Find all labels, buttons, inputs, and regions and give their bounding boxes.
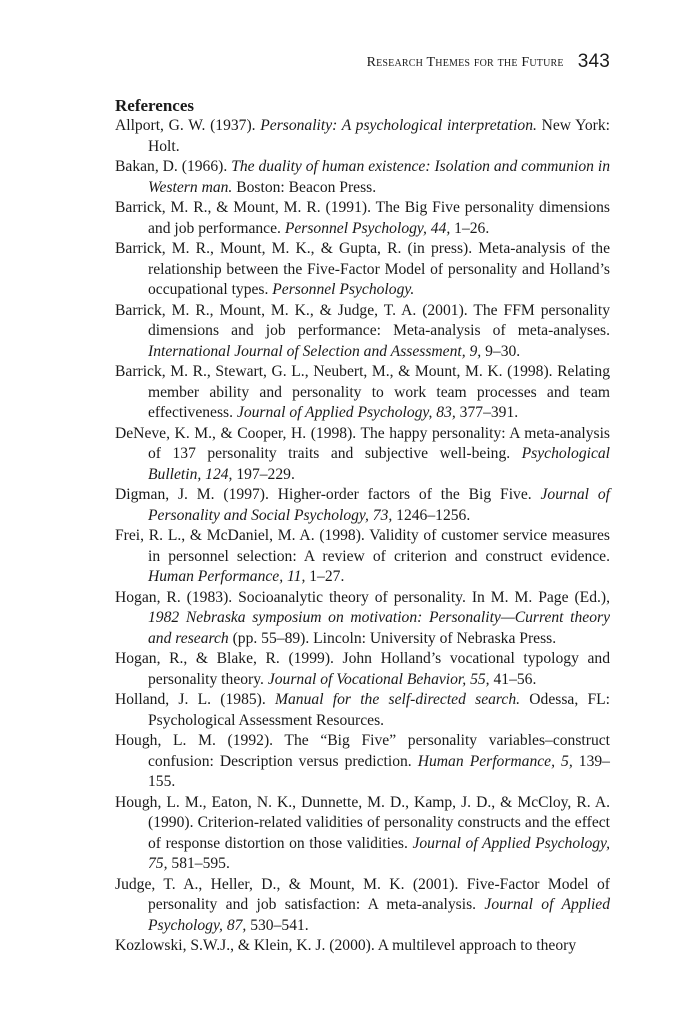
reference-text: Judge, T. A., Heller, D., & Mount, M. K. (2001). Five-Factor Model of personality and job satisfaction: A meta-analysis. <box>115 875 610 913</box>
reference-tail: 197–229. <box>232 465 295 483</box>
reference-tail: 1–27. <box>305 568 345 585</box>
reference-text: Barrick, M. R., & Mount, M. R. (1991). The Big Five personality dimensions and job performance. <box>115 199 610 237</box>
reference-text: Kozlowski, S.W.J., & Klein, K. J. (2000). A multilevel approach to theory <box>115 937 577 954</box>
reference-entry <box>115 649 610 690</box>
reference-title: Manual for the self-directed search. <box>275 691 521 708</box>
reference-title: International Journal of Selection and Assessment, 9, <box>148 342 482 360</box>
reference-text: Hogan, R. (1983). Socioanalytic theory of personality. In M. M. Page (Ed.), <box>115 588 610 606</box>
reference-entry <box>115 936 610 957</box>
reference-tail: Boston: Beacon Press. <box>232 178 377 196</box>
reference-title: 1982 Nebraska symposium on motivation: Personality—Current theory and research <box>148 609 610 647</box>
reference-tail: 41–56. <box>489 670 537 688</box>
reference-text: Barrick, M. R., Stewart, G. L., Neubert, M., & Mount, M. K. (1998). Relating member ability and personality to work team processes and team effectiveness. <box>115 363 610 421</box>
reference-title: Journal of Applied Psychology, 75, <box>148 834 610 872</box>
reference-tail: 9–30. <box>481 342 521 360</box>
reference-entry <box>115 198 610 239</box>
reference-text: Barrick, M. R., Mount, M. K., & Judge, T. A. (2001). The FFM personality dimensions and job performance: Meta-analysis of meta-analyses. <box>115 301 610 339</box>
reference-title: Journal of Personality and Social Psychology, 73, <box>148 486 610 524</box>
reference-entry <box>115 875 610 937</box>
running-head <box>114 52 610 73</box>
reference-entry <box>115 690 610 731</box>
reference-entry <box>115 362 610 424</box>
reference-title: Human Performance, 11, <box>148 568 306 585</box>
reference-title: Personnel Psychology. <box>272 281 415 298</box>
reference-entry <box>115 239 610 301</box>
reference-tail: 377–391. <box>455 404 519 421</box>
reference-text: Hough, L. M., Eaton, N. K., Dunnette, M. D., Kamp, J. D., & McCloy, R. A. (1990). Criterion-related validities of personality constructs and the effect of response distortion on those validities. <box>115 793 610 852</box>
reference-text: Hogan, R., & Blake, R. (1999). John Holland’s vocational typology and personality theory. <box>115 650 610 688</box>
reference-entry <box>115 731 610 793</box>
reference-title: The duality of human existence: Isolation and communion in Western man. <box>148 158 611 196</box>
reference-entry <box>115 424 610 486</box>
reference-tail: 1–26. <box>450 219 490 237</box>
reference-text: Holland, J. L. (1985). <box>115 691 276 708</box>
reference-entry <box>115 485 610 526</box>
reference-title: Journal of Applied Psychology, 83, <box>236 404 456 421</box>
reference-title: Journal of Applied Psychology, 87, <box>148 896 610 934</box>
reference-entry <box>115 793 610 875</box>
reference-entry <box>115 526 610 588</box>
reference-list <box>115 116 610 957</box>
reference-tail: (pp. 55–89). Lincoln: University of Nebraska Press. <box>228 629 557 647</box>
reference-title: Psychological Bulletin, 124, <box>148 445 610 483</box>
section-heading: References <box>115 96 194 115</box>
reference-text: Barrick, M. R., Mount, M. K., & Gupta, R. (in press). Meta-analysis of the relationship between the Five-Factor Model of personality and Holland’s occupational types. <box>115 240 610 298</box>
reference-title: Human Performance, 5, <box>417 752 573 770</box>
reference-title: Journal of Vocational Behavior, 55, <box>267 670 490 688</box>
reference-entry <box>115 157 610 198</box>
running-title: Research Themes for the Future <box>366 55 564 70</box>
reference-text: Bakan, D. (1966). <box>115 158 232 175</box>
reference-entry <box>115 116 610 157</box>
reference-tail: 1246–1256. <box>392 506 471 524</box>
reference-tail: 581–595. <box>167 855 230 872</box>
page-number: 343 <box>577 51 610 72</box>
reference-entry <box>115 588 610 650</box>
reference-tail: 139–155. <box>148 752 610 790</box>
reference-text: Digman, J. M. (1997). Higher-order factors of the Big Five. <box>115 486 541 503</box>
reference-title: Personnel Psychology, 44, <box>284 219 451 237</box>
reference-title: Personality: A psychological interpretation. <box>260 117 537 134</box>
reference-text: Hough, L. M. (1992). The “Big Five” personality variables–construct confusion: Description versus prediction. <box>115 732 610 770</box>
reference-text: Allport, G. W. (1937). <box>115 117 261 134</box>
reference-tail: New York: Holt. <box>148 117 611 155</box>
reference-entry <box>115 301 610 363</box>
reference-tail: 530–541. <box>246 916 309 934</box>
reference-text: DeNeve, K. M., & Cooper, H. (1998). The happy personality: A meta-analysis of 137 personality traits and subjective well-being. <box>115 424 610 462</box>
reference-text: Frei, R. L., & McDaniel, M. A. (1998). Validity of customer service measures in personnel selection: A review of criterion and construct evidence. <box>115 527 610 565</box>
reference-tail: Odessa, FL: Psychological Assessment Resources. <box>148 691 611 729</box>
